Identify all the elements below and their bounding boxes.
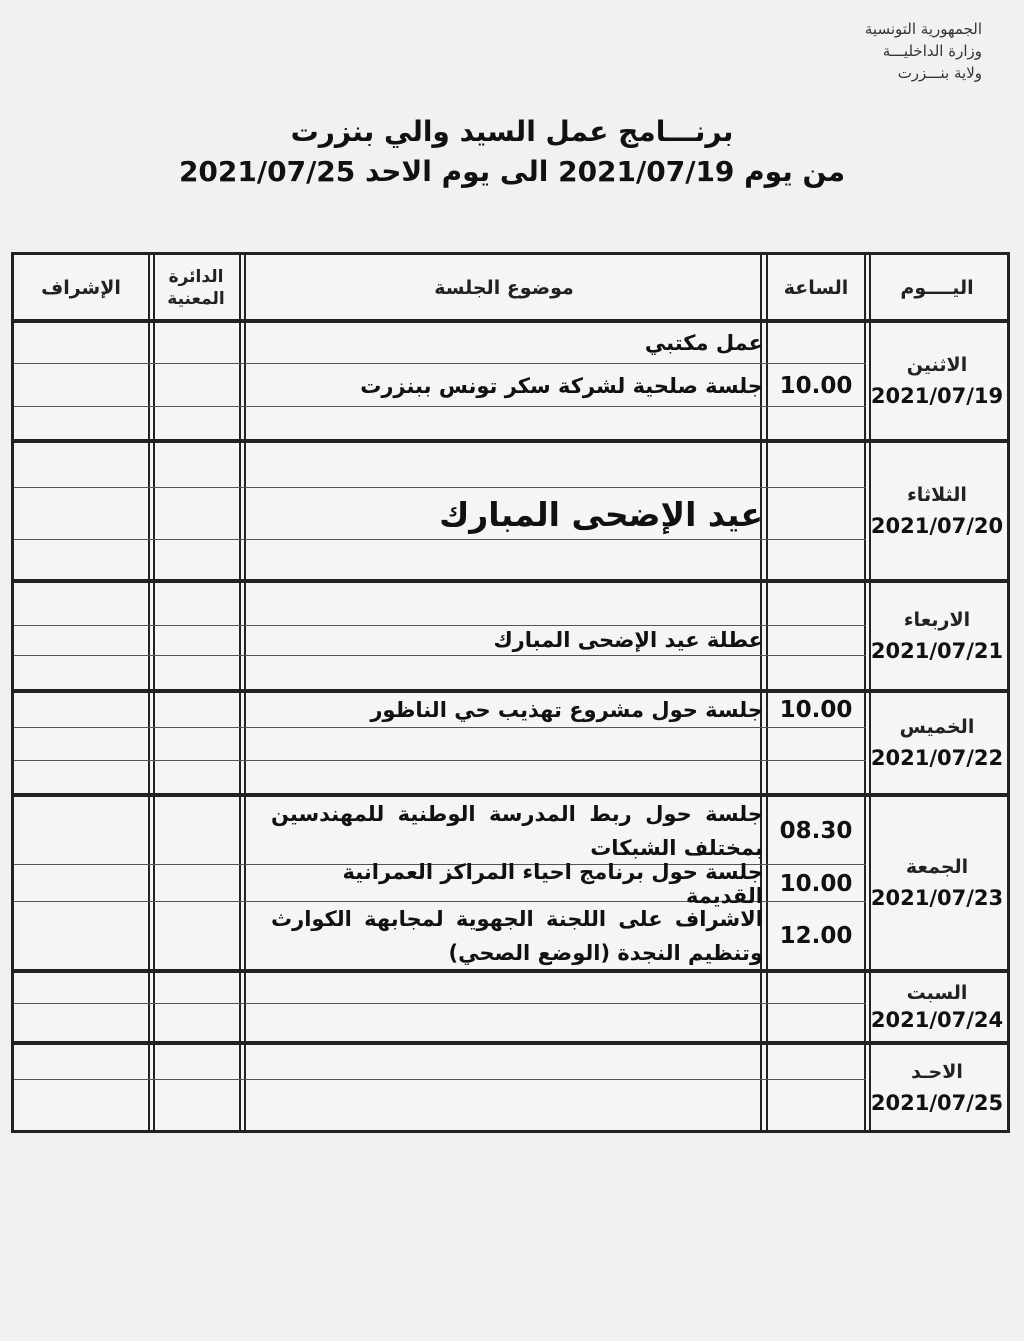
- session-subject: جلسة صلحية لشركة سكر تونس ببنزرت: [360, 373, 763, 398]
- day-name: الخميس: [899, 716, 975, 738]
- day-name: الثلاثاء: [907, 484, 967, 506]
- schedule-table: [11, 252, 1010, 1133]
- col-header-day: اليــــوم: [900, 277, 974, 299]
- row-line: [14, 406, 866, 407]
- day-date: 2021/07/25: [870, 1091, 1004, 1115]
- holiday-label: عيد الإضحى المبارك: [439, 494, 763, 534]
- col-header-time: الساعة: [783, 277, 849, 299]
- session-time: 08.30: [779, 817, 853, 844]
- row-line: [14, 363, 866, 364]
- letterhead: [762, 18, 982, 84]
- day-name: الاحـد: [911, 1061, 963, 1083]
- session-subject: جلسة حول برنامج احياء المراكز العمرانية القديمة: [342, 859, 763, 908]
- day-name: الاربعاء: [903, 609, 971, 631]
- day-date: 2021/07/22: [870, 746, 1004, 770]
- row-line: [14, 655, 866, 656]
- day-name: الاثنين: [906, 354, 968, 376]
- letterhead-ministry: وزارة الداخليـــة: [882, 42, 982, 60]
- session-time: 10.00: [779, 697, 853, 723]
- row-line: [14, 539, 866, 540]
- row-line: [14, 1003, 866, 1004]
- title-line-1: برنـــامج عمل السيد والي بنزرت: [290, 115, 734, 148]
- session-subject: جلسة حول مشروع تهذيب حي الناظور: [370, 698, 763, 722]
- day-date: 2021/07/23: [870, 886, 1004, 910]
- day-divider: [14, 579, 1007, 583]
- day-cell-saturday: [867, 973, 1007, 1041]
- day-cell-wednesday: [867, 583, 1007, 689]
- day-cell-monday: [867, 323, 1007, 439]
- letterhead-governorate: ولاية بنـــزرت: [897, 64, 982, 82]
- session-subject: عطلة عيد الإضحى المبارك: [493, 628, 763, 652]
- day-name: السبت: [906, 982, 968, 1004]
- day-date: 2021/07/19: [870, 384, 1004, 408]
- title-line-2: من يوم 2021/07/19 الى يوم الاحد 2021/07/25: [178, 155, 846, 188]
- row-line: [14, 727, 866, 728]
- col-header-subject: موضوع الجلسة: [434, 277, 574, 299]
- row-line: [14, 487, 866, 488]
- session-time: 10.00: [779, 372, 853, 399]
- day-divider: [14, 1041, 1007, 1045]
- day-date: 2021/07/24: [870, 1008, 1004, 1032]
- row-line: [14, 760, 866, 761]
- col-header-supervision: الإشراف: [41, 277, 121, 299]
- document-title: [0, 112, 1024, 192]
- session-time: 12.00: [779, 923, 853, 949]
- day-cell-tuesday: [867, 443, 1007, 579]
- col-header-department: الدائرة المعنية: [167, 267, 225, 309]
- day-divider: [14, 439, 1007, 443]
- day-date: 2021/07/21: [870, 639, 1004, 663]
- day-date: 2021/07/20: [870, 514, 1004, 538]
- day-cell-thursday: [867, 693, 1007, 793]
- session-subject: جلسة حول ربط المدرسة الوطنية للمهندسين بمختلف الشبكات: [271, 801, 763, 860]
- session-subject: عمل مكتبي: [644, 331, 763, 355]
- day-name: الجمعة: [905, 856, 969, 878]
- session-subject: الاشراف على اللجنة الجهوية لمجابهة الكوارث وتنظيم النجدة (الوضع الصحي): [271, 907, 763, 965]
- row-line: [14, 1079, 866, 1080]
- day-cell-sunday: [867, 1045, 1007, 1131]
- session-time: 10.00: [779, 870, 853, 897]
- letterhead-republic: الجمهورية التونسية: [864, 20, 982, 38]
- day-cell-friday: [867, 797, 1007, 969]
